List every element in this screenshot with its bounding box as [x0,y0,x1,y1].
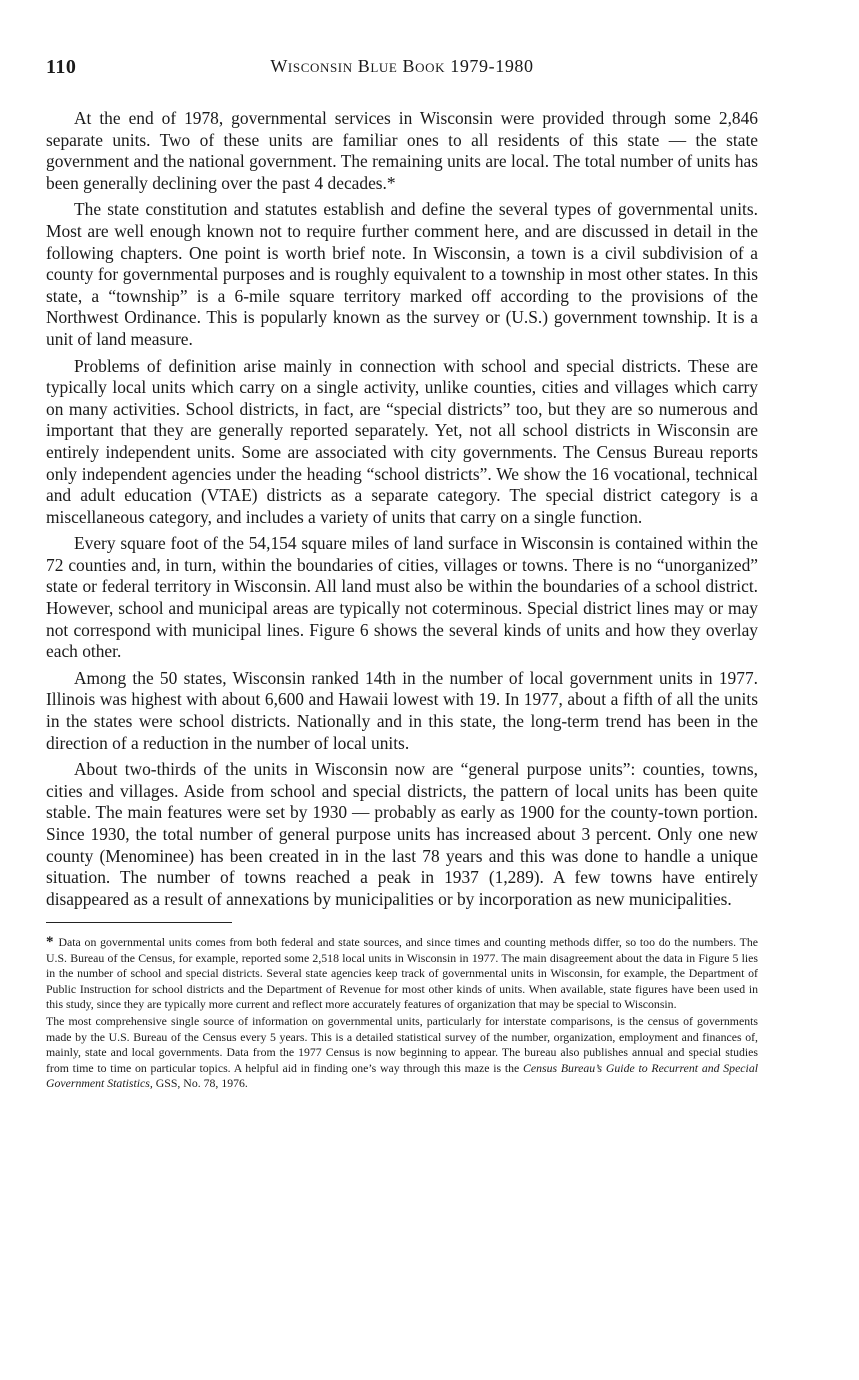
footnote-2 [46,1014,758,1091]
paragraph: Every square foot of the 54,154 square miles of land surface in Wisconsin is contained within the 72 counties and, in turn, within the boundaries of cities, villages or towns. There is no “unorganized” state or federal territory in Wisconsin. All land must also be within the boundaries of a school district. However, school and municipal areas are typically not coterminous. Special district lines may or may not correspond with municipal lines. Figure 6 shows the several kinds of units and how they overlay each other. [46,533,758,662]
running-head: Wisconsin Blue Book 1979-1980 [270,56,534,76]
footnote-marker: * [46,934,54,951]
footnote-2-tail: GSS, No. 78, 1976. [155,1076,248,1091]
paragraph: Among the 50 states, Wisconsin ranked 14th in the number of local government units in 1977. Illinois was highest with about 6,600 and Hawaii lowest with 19. In 1977, about a fifth of all the units in the states were school districts. Nationally and in this state, the long-term trend has been in the direction of a reduction in the number of local units. [46,667,758,753]
footnote-1 [46,935,758,1012]
page [46,56,758,1093]
paragraph: The state constitution and statutes establish and define the several types of governmental units. Most are well enough known not to require further comment here, and are discussed in detail in the following chapters. One point is worth brief note. In Wisconsin, a town is a civil subdivision of a county for governmental purposes and is roughly equivalent to a township in most other states. In this state, a “township” is a 6-mile square territory marked off according to the provisions of the Northwest Ordinance. This is popularly known as the survey or (U.S.) government township. It is a unit of land measure. [46,199,758,349]
footnote-1-text: Data on governmental units comes from both federal and state sources, and since times and counting methods differ, so too do the numbers. The U.S. Bureau of the Census, for example, reported some 2,518 local units in Wisconsin in 1977. The main disagreement about the data in Figure 5 lies in the number of school and special districts. Several state agencies keep track of governmental units in Wisconsin, for example, the Department of Public Instruction for school districts and the Department of Revenue for most other kinds of units. When available, state figures have been used in this study, since they are typically more current and reflect more accurately features of organization that may be special to Wisconsin. [46,935,758,1011]
paragraph: At the end of 1978, governmental services in Wisconsin were provided through some 2,846 separate units. Two of these units are familiar ones to all residents of this state — the state government and the national government. The remaining units are local. The total number of units has been generally declining over the past 4 decades.* [46,108,758,193]
body-text [46,108,758,910]
paragraph: Problems of definition arise mainly in connection with school and special districts. These are typically local units which carry on a single activity, unlike counties, cities and villages which carry on many activities. School districts, in fact, are “special districts” too, but they are so numerous and important that they are generally reported separately. Yet, not all school districts in Wisconsin are entirely independent units. Some are associated with city governments. The Census Bureau reports only independent agencies under the heading “school districts”. We show the 16 vocational, technical and adult education (VTAE) districts as a separate category. The special district category is a miscellaneous category, and includes a variety of units that carry on a single function. [46,355,758,527]
footnote-2-text: The most comprehensive single source of information on governmental units, particularly for interstate comparisons, is the census of governments made by the U.S. Bureau of the Census every 5 years. This is a detailed statistical survey of the number, organization, employment and finances of, mainly, state and local governments. Data from the 1977 Census is now beginning to appear. The bureau also publishes annual and special studies from time to time on particular topics. A helpful aid in finding one’s way through this maze is the [46,1014,758,1075]
footnote-divider [46,922,232,923]
page-header [46,56,758,86]
footnotes [46,935,758,1091]
paragraph: About two-thirds of the units in Wisconsin now are “general purpose units”: counties, towns, cities and villages. Aside from school and special districts, the pattern of local units has been quite stable. The main features were set by 1930 — probably as early as 1900 for the county-town portion. Since 1930, the total number of general purpose units has increased about 3 percent. Only one new county (Menominee) has been created in in the last 78 years and this was done to handle a unique situation. The number of towns reached a peak in 1937 (1,289). A few towns have entirely disappeared as a result of annexations by municipalities or by incorporation as new municipalities. [46,759,758,909]
footnote-2-title: Census Bureau’s Guide to Recurrent and Special Government Statistics, [46,1060,758,1091]
page-number: 110 [46,56,77,78]
